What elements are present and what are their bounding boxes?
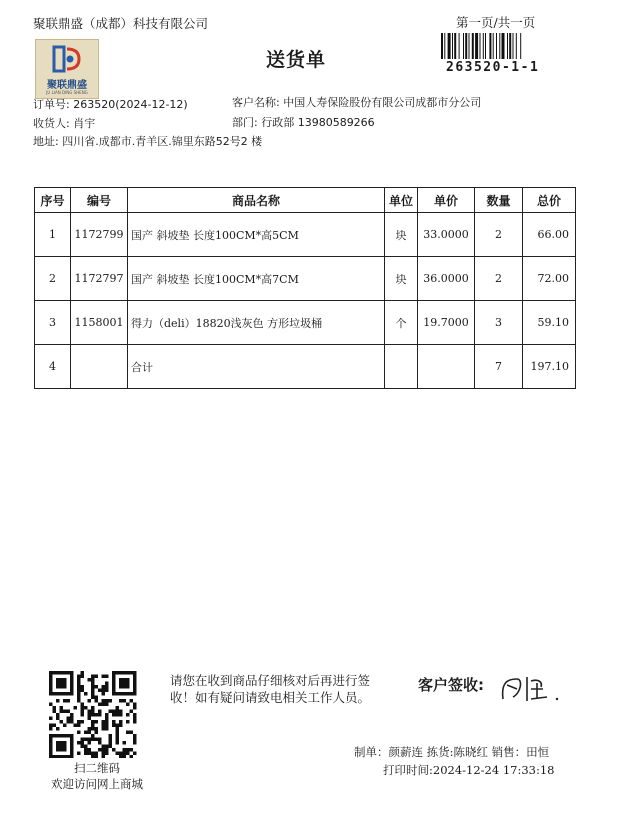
qr-caption-line1: 扫二维码 <box>74 761 120 775</box>
cell-name: 国产 斜坡垫 长度100CM*高5CM <box>128 213 385 257</box>
customer-sign-label: 客户签收: <box>418 676 484 694</box>
cell-unit: 块 <box>385 257 418 301</box>
qr-caption-line2: 欢迎访问网上商城 <box>51 777 143 791</box>
cell-unit <box>385 345 418 389</box>
cell-price: 33.0000 <box>418 213 475 257</box>
cell-qty-total: 7 <box>475 345 523 389</box>
cell-seq: 4 <box>35 345 71 389</box>
company-logo <box>35 39 99 99</box>
cell-code: 1172797 <box>71 257 128 301</box>
staff-info: 制单：颜薪连 拣货:陈晓红 销售：田恒 <box>354 745 550 759</box>
cell-price: 36.0000 <box>418 257 475 301</box>
page-info: 第一页/共一页 <box>456 15 536 30</box>
address: 地址: 四川省.成都市.青羊区.锦里东路52号2 楼 <box>33 135 263 148</box>
cell-total: 66.00 <box>523 213 576 257</box>
qr-caption <box>42 760 152 792</box>
table-row <box>35 301 576 345</box>
barcode <box>441 33 549 59</box>
cell-seq: 3 <box>35 301 71 345</box>
table-total-row <box>35 345 576 389</box>
header-qty: 数量 <box>475 188 523 213</box>
cell-price <box>418 345 475 389</box>
print-time: 打印时间:2024-12-24 17:33:18 <box>383 763 555 777</box>
company-name: 聚联鼎盛（成都）科技有限公司 <box>33 16 209 31</box>
logo-mark-icon <box>50 43 84 75</box>
cell-grand-total: 197.10 <box>523 345 576 389</box>
cell-price: 19.7000 <box>418 301 475 345</box>
department: 部门: 行政部 13980589266 <box>232 116 375 129</box>
cell-qty: 3 <box>475 301 523 345</box>
notice-line1: 请您在收到商品仔细核对后再进行签 <box>170 673 371 688</box>
receiver: 收货人: 肖宇 <box>33 117 96 130</box>
header-price: 单价 <box>418 188 475 213</box>
logo-subtext: JU LIAN DING SHENG <box>46 90 88 95</box>
cell-name: 得力（deli）18820浅灰色 方形垃圾桶 <box>128 301 385 345</box>
cell-qty: 2 <box>475 257 523 301</box>
header-name: 商品名称 <box>128 188 385 213</box>
cell-unit: 个 <box>385 301 418 345</box>
header-unit: 单位 <box>385 188 418 213</box>
cell-total-label: 合计 <box>128 345 385 389</box>
customer-name: 客户名称: 中国人寿保险股份有限公司成都市分公司 <box>232 96 482 109</box>
items-table <box>34 187 576 389</box>
order-number: 订单号: 263520(2024-12-12) <box>33 98 188 111</box>
cell-total: 59.10 <box>523 301 576 345</box>
header-code: 编号 <box>71 188 128 213</box>
notice-text <box>170 672 370 706</box>
handwritten-signature <box>497 673 565 705</box>
table-row <box>35 257 576 301</box>
document-title: 送货单 <box>266 49 327 71</box>
barcode-number: 263520-1-1 <box>446 60 540 75</box>
cell-code <box>71 345 128 389</box>
header-total: 总价 <box>523 188 576 213</box>
qr-code-icon <box>49 671 139 758</box>
header-seq: 序号 <box>35 188 71 213</box>
cell-code: 1158001 <box>71 301 128 345</box>
cell-total: 72.00 <box>523 257 576 301</box>
cell-name: 国产 斜坡垫 长度100CM*高7CM <box>128 257 385 301</box>
cell-code: 1172799 <box>71 213 128 257</box>
table-row <box>35 213 576 257</box>
cell-unit: 块 <box>385 213 418 257</box>
table-header-row <box>35 188 576 213</box>
notice-line2: 收！如有疑问请致电相关工作人员。 <box>170 690 371 705</box>
cell-seq: 2 <box>35 257 71 301</box>
cell-qty: 2 <box>475 213 523 257</box>
cell-seq: 1 <box>35 213 71 257</box>
logo-text: 聚联鼎盛 <box>47 80 87 91</box>
